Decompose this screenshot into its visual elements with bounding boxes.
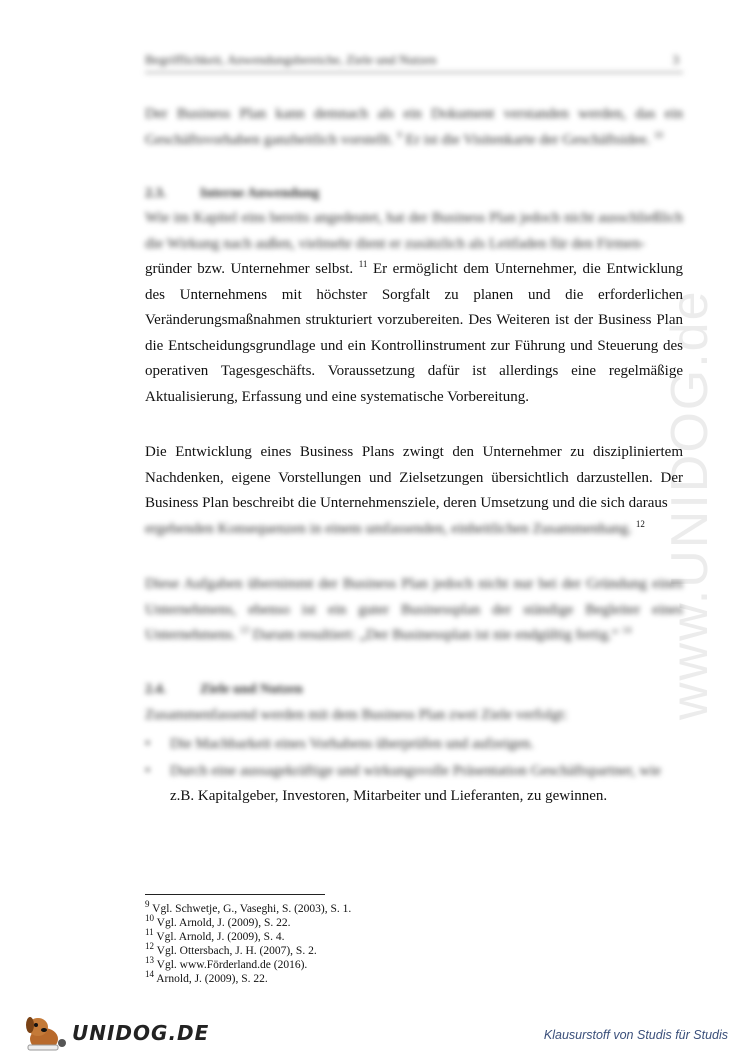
- footnote: [145, 941, 317, 958]
- bullet-item: [145, 759, 683, 811]
- intro-text-2: Er ist die Visitenkarte der Geschäftsidee.: [405, 131, 651, 148]
- paragraph-text: Zusammenfassend werden mit dem Business Plan zwei Ziele verfolgt:: [145, 707, 568, 723]
- section-title: Ziele und Nutzen: [200, 682, 303, 697]
- section-number: 2.3.: [145, 186, 166, 201]
- footnote-ref: 12: [635, 519, 645, 529]
- paragraph-text: Diese Aufgaben übernimmt der Business Plan jedoch nicht nur bei der Gründung eines Unternehmens, ebenso ist ein guter Businessplan der ständige Begleiter eines Unternehmens.: [145, 576, 683, 643]
- paragraph-text: Wie im Kapitel eins bereits angedeutet, hat der Business Plan jedoch nicht ausschließlich die Wirkung nach außen, vielmehr dient er zusätzlich als Leitfaden für den Firmen-: [145, 210, 683, 252]
- paragraph-internal-use: [145, 257, 683, 410]
- intro-text: Der Business Plan kann demnach als ein Dokument verstanden werden, das ein Geschäftsvorhaben ganzheitlich vorstellt.: [145, 106, 683, 148]
- bullet-icon: •: [145, 736, 151, 752]
- footnote-number: 11: [145, 927, 154, 938]
- footnote-text: Vgl. www.Förderland.de (2016).: [156, 959, 308, 971]
- footer-slogan: Klausurstoff von Studis für Studis: [543, 1028, 728, 1042]
- footnote: [145, 899, 352, 916]
- watermark-text: www.UNIDOG.de: [661, 289, 719, 720]
- dog-mascot-icon: [22, 1013, 70, 1053]
- footnote: [145, 969, 268, 986]
- section-title: Interne Anwendung: [200, 186, 320, 201]
- footnote-text: Vgl. Ottersbach, J. H. (2007), S. 2.: [156, 945, 317, 957]
- footnote-text: Vgl. Schwetje, G., Vaseghi, S. (2003), S. 1.: [152, 903, 352, 915]
- footnote-ref: 11: [358, 259, 368, 269]
- unidog-logo: [22, 1013, 210, 1053]
- footnote-number: 9: [145, 899, 150, 910]
- footnote-number: 13: [145, 955, 154, 966]
- footnote-number: 10: [145, 913, 154, 924]
- bullet-text: Die Machbarkeit eines Vorhabens überprüfen und aufzeigen.: [170, 736, 534, 752]
- paragraph-text-blurred: ergebenden Konsequenzen in einem umfassenden, einheitlichen Zusammenhang.: [145, 521, 633, 537]
- paragraph-blurred-lead: [145, 206, 683, 257]
- footnote: [145, 955, 308, 972]
- bullet-icon: •: [145, 763, 151, 779]
- footnote-text: Vgl. Arnold, J. (2009), S. 22.: [156, 917, 291, 929]
- footnote-text: Vgl. Arnold, J. (2009), S. 4.: [156, 931, 285, 943]
- paragraph-text: Er ermöglicht dem Unternehmer, die Entwicklung des Unternehmens mit höchster Sorgfalt zu planen und die erforderlichen Veränderungsmaßnahmen strukturiert vorzubereiten. Des Weiteren ist der Business Plan die Entscheidungsgrundlage und ein Kontrollinstrument zur Führung und Steuerung des operativen Tagesgeschäfts. Voraussetzung dafür ist allerdings eine regelmäßige Aktualisierung, Erfassung und eine systematische Vorbereitung.: [145, 261, 683, 405]
- section-number: 2.4.: [145, 682, 166, 697]
- intro-paragraph: [145, 102, 683, 153]
- running-header: [145, 52, 683, 73]
- paragraph-tasks: [145, 572, 683, 649]
- section-heading-2-4: [145, 682, 303, 698]
- header-title: Begrifflichkeit, Anwendungsbereiche, Ziele und Nutzen: [145, 52, 437, 67]
- paragraph-development-end: [145, 517, 683, 543]
- page-number: 3: [672, 52, 679, 67]
- paragraph-text: Die Entwicklung eines Business Plans zwingt den Unternehmer zu diszipliniertem Nachdenken, eigene Vorstellungen und Zielsetzungen übersichtlich darzustellen. Der Business Plan beschreibt die Unternehmensziele, deren Umsetzung und die sich daraus: [145, 444, 683, 511]
- footnote: [145, 927, 285, 944]
- footnote-ref: 9: [397, 129, 402, 140]
- footnote-text: Arnold, J. (2009), S. 22.: [156, 973, 268, 985]
- logo-text: UNIDOG.DE: [72, 1021, 210, 1045]
- footnote-number: 12: [145, 941, 154, 952]
- bullet-text: z.B. Kapitalgeber, Investoren, Mitarbeiter und Lieferanten, zu gewinnen.: [170, 788, 608, 804]
- bullet-text-blurred: Durch eine aussagekräftige und wirkungsvolle Präsentation Geschäftspartner, wie: [170, 763, 661, 779]
- footnote: [145, 913, 291, 930]
- paragraph-development: [145, 440, 683, 517]
- section-heading-2-3: [145, 186, 319, 202]
- goals-intro: [145, 703, 683, 729]
- paragraph-text: Darum resultiert: „Der Businessplan ist nie endgültig fertig.“: [252, 627, 619, 643]
- footnote-ref: 10: [654, 129, 663, 140]
- paragraph-text: gründer bzw. Unternehmer selbst.: [145, 261, 354, 277]
- footnote-number: 14: [145, 969, 154, 980]
- footnote-ref: 14: [622, 625, 632, 635]
- footnote-ref: 13: [239, 625, 249, 635]
- footnote-divider: [145, 894, 325, 895]
